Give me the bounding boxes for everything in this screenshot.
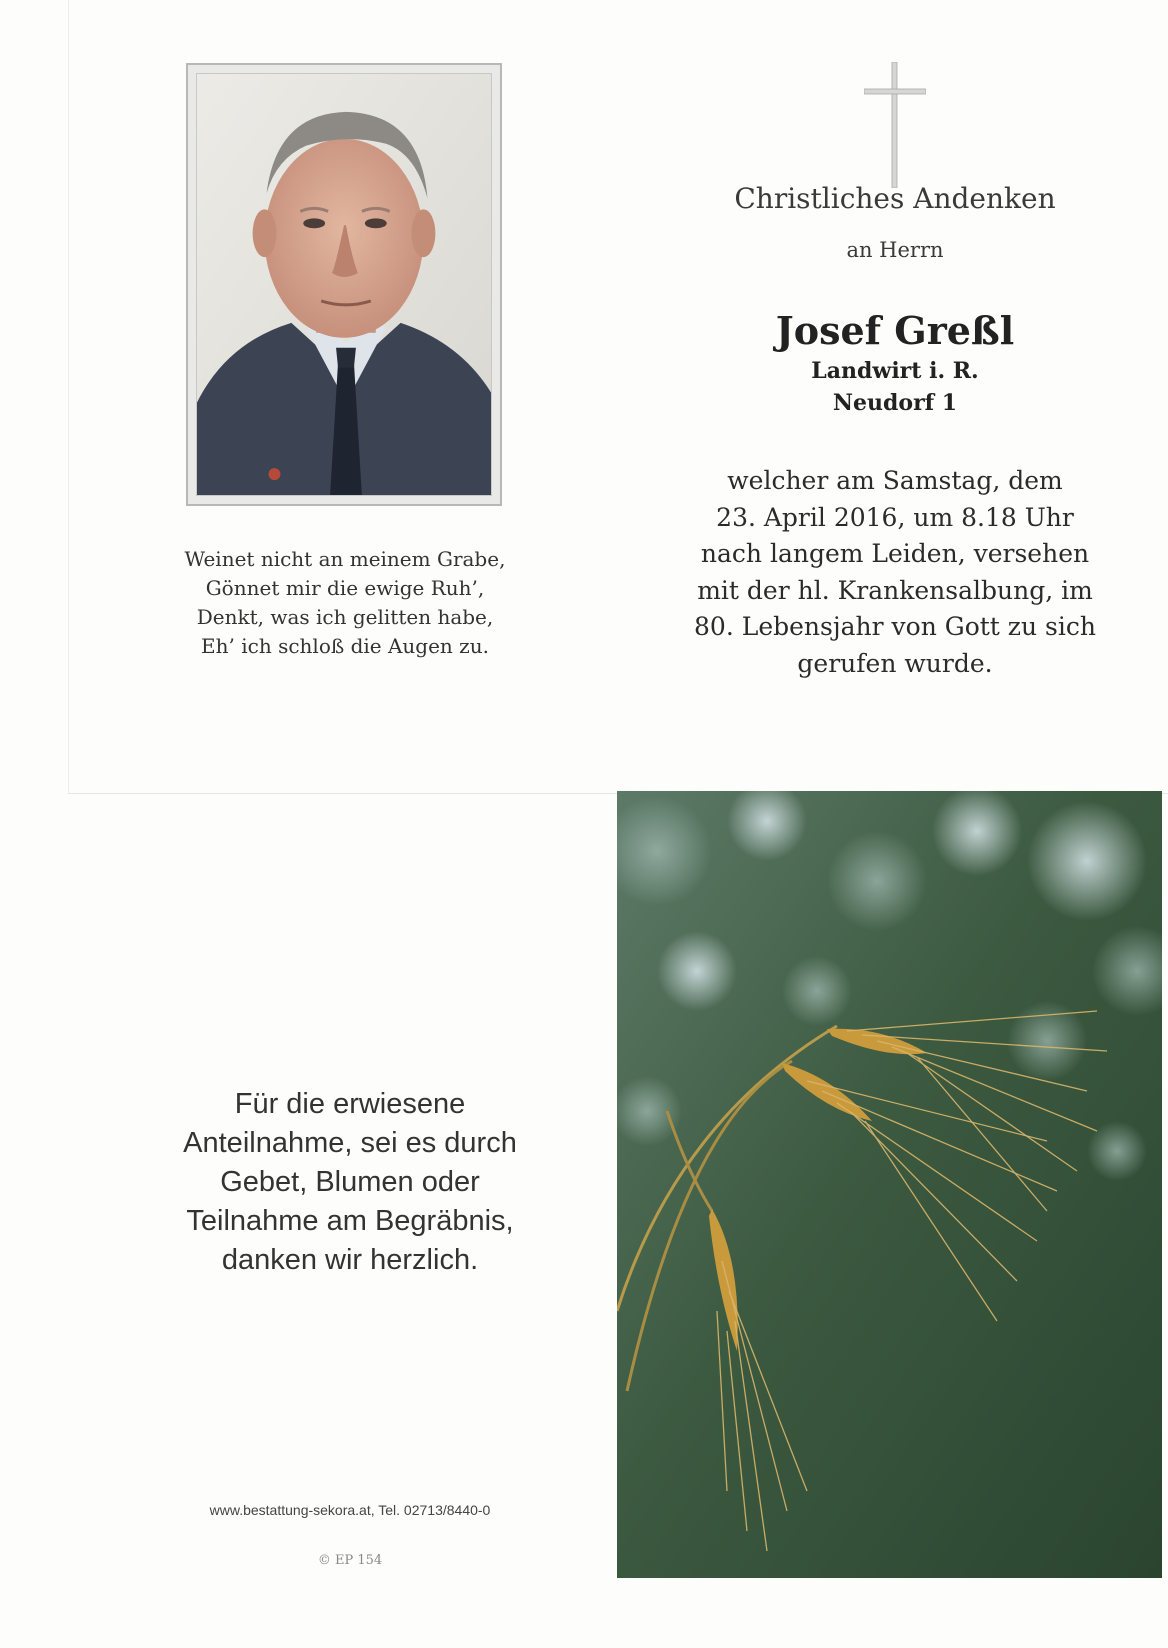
portrait-photo (196, 73, 492, 496)
death-notice (680, 463, 1110, 682)
announcement-salutation: an Herrn (846, 238, 944, 262)
poem-line: Weinet nicht an meinem Grabe, (184, 547, 506, 571)
thanks-line: Gebet, Blumen oder (220, 1166, 480, 1198)
contact-info: www.bestattung-sekora.at, Tel. 02713/8440-0 (209, 1502, 491, 1518)
deceased-name: Josef Greßl (775, 308, 1015, 353)
death-notice-line: welcher am Samstag, dem (727, 466, 1063, 495)
poem-line: Eh’ ich schloß die Augen zu. (201, 634, 489, 658)
thanks-line: Teilnahme am Begräbnis, (186, 1205, 514, 1237)
thanks-line: Anteilnahme, sei es durch (183, 1127, 517, 1159)
death-notice-line: 23. April 2016, um 8.18 Uhr (716, 502, 1074, 532)
thanks-line: danken wir herzlich. (221, 1244, 479, 1276)
cross-icon (864, 62, 926, 188)
death-notice-line: 80. Lebensjahr von Gott zu sich (694, 612, 1096, 641)
wheat-photo (617, 791, 1162, 1578)
product-code: © EP 154 (317, 1553, 383, 1568)
poem-line: Gönnet mir die ewige Ruh’, (205, 576, 485, 600)
fold-line-vertical (68, 0, 69, 793)
deceased-address: Neudorf 1 (832, 390, 958, 416)
death-notice-line: gerufen wurde. (797, 648, 993, 678)
thanks-line: Für die erwiesene (234, 1088, 466, 1120)
announcement-heading: Christliches Andenken (734, 182, 1056, 215)
death-notice-line: nach langem Leiden, versehen (700, 539, 1090, 568)
poem-line: Denkt, was ich gelitten habe, (196, 605, 494, 629)
thanks-message (120, 1085, 580, 1280)
portrait-frame (186, 63, 502, 506)
deceased-occupation: Landwirt i. R. (811, 358, 979, 384)
poem (150, 545, 540, 661)
death-notice-line: mit der hl. Krankensalbung, im (697, 575, 1093, 605)
